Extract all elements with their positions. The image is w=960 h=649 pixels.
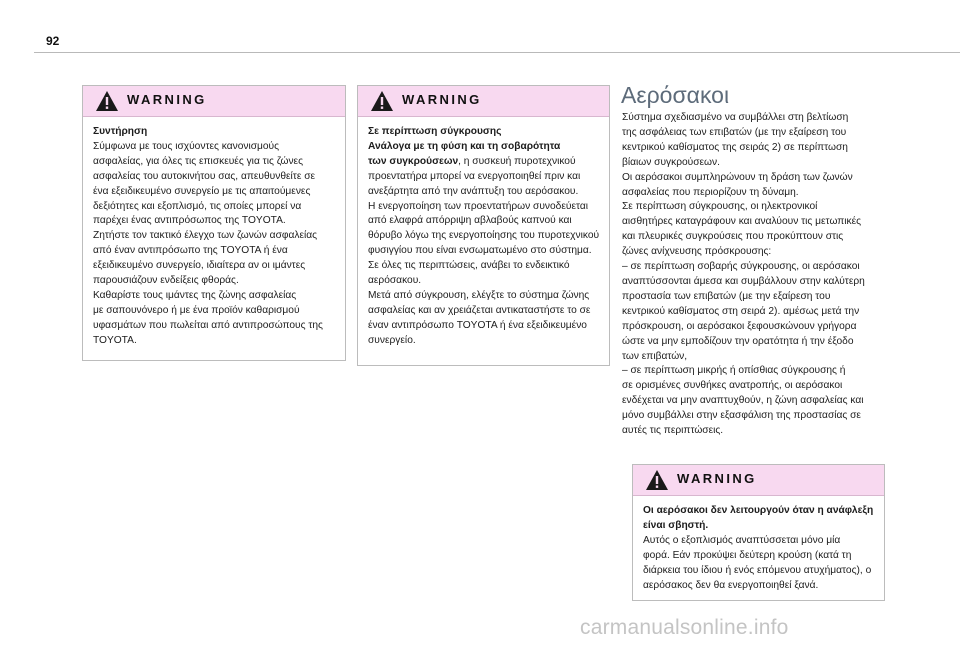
text-line: ζώνες ανίχνευσης πρόσκρουσης: <box>622 246 772 258</box>
text-line: ασφαλείας του αυτοκινήτου σας, απευθυνθείτε σε <box>93 170 316 182</box>
text-line: πρόσκρουση, οι αερόσακοι ξεφουσκώνουν γρήγορα <box>622 320 857 332</box>
warning-header <box>633 465 884 496</box>
text-line: ανεξάρτητα από την ανάπτυξη του αερόσακου. <box>368 185 579 197</box>
text-line: ενδέχεται να μην αναπτυχθούν, η ζώνη ασφαλείας και <box>622 395 864 407</box>
text-line: δεξιότητες και εξοπλισμό, τις οποίες μπορεί να <box>93 200 302 212</box>
text-line: ώστε να μην εμποδίζουν την ορατότητα ή την έξοδο <box>622 335 854 347</box>
warning-box-maintenance <box>82 85 346 361</box>
warning-header <box>83 86 345 117</box>
warning-heading: Σε περίπτωση σύγκρουσης <box>368 126 502 137</box>
text-line: βίαιων συγκρούσεων. <box>622 156 720 168</box>
warning-title: WARNING <box>677 471 757 486</box>
text-line: σε ορισμένες συνθήκες ανατροπής, οι αερόσακοι <box>622 380 843 392</box>
text-line: Σύμφωνα με τους ισχύοντες κανονισμούς <box>93 140 280 152</box>
text-line: μόνο συμβάλλει στην εξασφάλιση της προστασίας σε <box>622 410 861 422</box>
text-line: συνεργείο. <box>368 334 416 346</box>
text-line: αερόσακου. <box>368 275 422 287</box>
text-line: έναν αντιπρόσωπο TOYOTA ή ένα εξειδικευμένο <box>368 319 587 331</box>
warning-subheading: Ανάλογα με τη φύση και τη σοβαρότητα <box>368 140 561 152</box>
text-line: φορά. Εάν προκύψει δεύτερη κρούση (κατά τη <box>643 549 852 561</box>
warning-box-airbags-ignition <box>632 464 885 601</box>
text-line: Αυτός ο εξοπλισμός αναπτύσσεται μόνο μία <box>643 534 841 546</box>
text-line: ασφαλείας, για όλες τις επισκευές για τις ζώνες <box>93 155 304 167</box>
text-line: ασφαλείας και αν χρειάζεται αντικαταστήστε το σε <box>368 304 591 316</box>
text-line: – σε περίπτωση σοβαρής σύγκρουσης, οι αερόσακοι <box>622 261 860 273</box>
text-line: από έναν αντιπρόσωπο της TOYOTA ή ένα <box>93 245 288 257</box>
text-line: – σε περίπτωση μικρής ή οπίσθιας σύγκρουσης ή <box>622 365 846 377</box>
page-number: 92 <box>46 34 60 48</box>
bold-fragment: των συγκρούσεων <box>368 155 459 167</box>
watermark: carmanualsonline.info <box>580 616 789 639</box>
section-title: Αερόσακοι <box>621 82 730 108</box>
text-line: φυσιγγίου που είναι ενσωματωμένο στο σύστημα. <box>368 245 592 257</box>
text-line: αναπτύσσονται άμεσα και συμβάλλουν στην καλύτερη <box>622 275 865 287</box>
text-line: κεντρικού καθίσματος στη σειρά 2). αμέσως μετά την <box>622 305 860 317</box>
top-divider <box>34 52 960 53</box>
warning-title: WARNING <box>127 92 207 107</box>
warning-body <box>633 496 884 593</box>
text-line: με σαπουνόνερο ή με ένα προϊόν καθαρισμού <box>93 304 300 316</box>
text-line: της ασφάλειας των επιβατών (με την εξαίρεση του <box>622 126 847 138</box>
warning-body <box>83 117 345 349</box>
warning-triangle-icon <box>370 90 394 112</box>
warning-header <box>358 86 609 117</box>
text-line: από ελαφρά απόρριψη αβλαβούς καπνού και <box>368 215 572 227</box>
text-line: TOYOTA. <box>93 334 137 346</box>
text-line: Σε περίπτωση σύγκρουσης, οι ηλεκτρονικοί <box>622 201 818 213</box>
text-line: αυτές τις περιπτώσεις. <box>622 425 724 437</box>
section-body <box>622 111 865 439</box>
text-line: Ζητήστε τον τακτικό έλεγχο των ζωνών ασφαλείας <box>93 230 318 242</box>
warning-body <box>358 117 609 349</box>
text-line: υφασμάτων που πωλείται από αντιπροσώπους της <box>93 319 323 331</box>
text-line: παρέχει ένας αντιπρόσωπος της TOYOTA. <box>93 215 286 227</box>
text-line: θόρυβο λόγω της ενεργοποίησης του πυροτεχνικού <box>368 230 600 242</box>
text-line: ένα εξειδικευμένο συνεργείο με τις απαιτούμενες <box>93 185 311 197</box>
text-line: Καθαρίστε τους ιμάντες της ζώνης ασφαλείας <box>93 289 297 301</box>
warning-box-collision <box>357 85 610 366</box>
text-line: αερόσακος δεν θα ενεργοποιηθεί ξανά. <box>643 579 819 591</box>
text-line: Σύστημα σχεδιασμένο να συμβάλλει στη βελτίωση <box>622 112 849 123</box>
text-line: και πλευρικές συγκρούσεις που προκύπτουν στις <box>622 231 844 243</box>
warning-triangle-icon <box>95 90 119 112</box>
text-line: Σε όλες τις περιπτώσεις, ανάβει το ενδεικτικό <box>368 260 570 272</box>
text-line: διάρκεια του ίδιου ή ενός επόμενου ατυχήματος), ο <box>643 564 872 576</box>
text-line: ασφαλείας που περιορίζουν τη δύναμη. <box>622 186 799 198</box>
text-line: αισθητήρες καταγράφουν και αναλύουν τις μετωπικές <box>622 216 862 228</box>
text-line <box>368 155 599 170</box>
warning-triangle-icon <box>645 469 669 491</box>
warning-title: WARNING <box>402 92 482 107</box>
text-line: των επιβατών, <box>622 350 688 362</box>
text-line: εξειδικευμένο συνεργείο, ιδιαίτερα αν οι ιμάντες <box>93 260 306 272</box>
text-line: Οι αερόσακοι συμπληρώνουν τη δράση των ζωνών <box>622 171 853 183</box>
warning-heading: Συντήρηση <box>93 126 148 137</box>
text-fragment: , η συσκευή πυροτεχνικού <box>458 155 576 167</box>
text-line: προεντατήρα μπορεί να ενεργοποιηθεί πριν και <box>368 170 581 182</box>
text-line: παρουσιάζουν ενδείξεις φθοράς. <box>93 275 239 287</box>
warning-heading: Οι αερόσακοι δεν λειτουργούν όταν η ανάφλεξη <box>643 505 874 516</box>
warning-heading: είναι σβηστή. <box>643 519 709 531</box>
text-line: κεντρικού καθίσματος της σειράς 2) σε περίπτωση <box>622 141 848 153</box>
text-line: Η ενεργοποίηση των προεντατήρων συνοδεύεται <box>368 200 589 212</box>
text-line: Μετά από σύγκρουση, ελέγξτε το σύστημα ζώνης <box>368 289 590 301</box>
text-line: προστασία των επιβατών (με την εξαίρεση του <box>622 290 831 302</box>
